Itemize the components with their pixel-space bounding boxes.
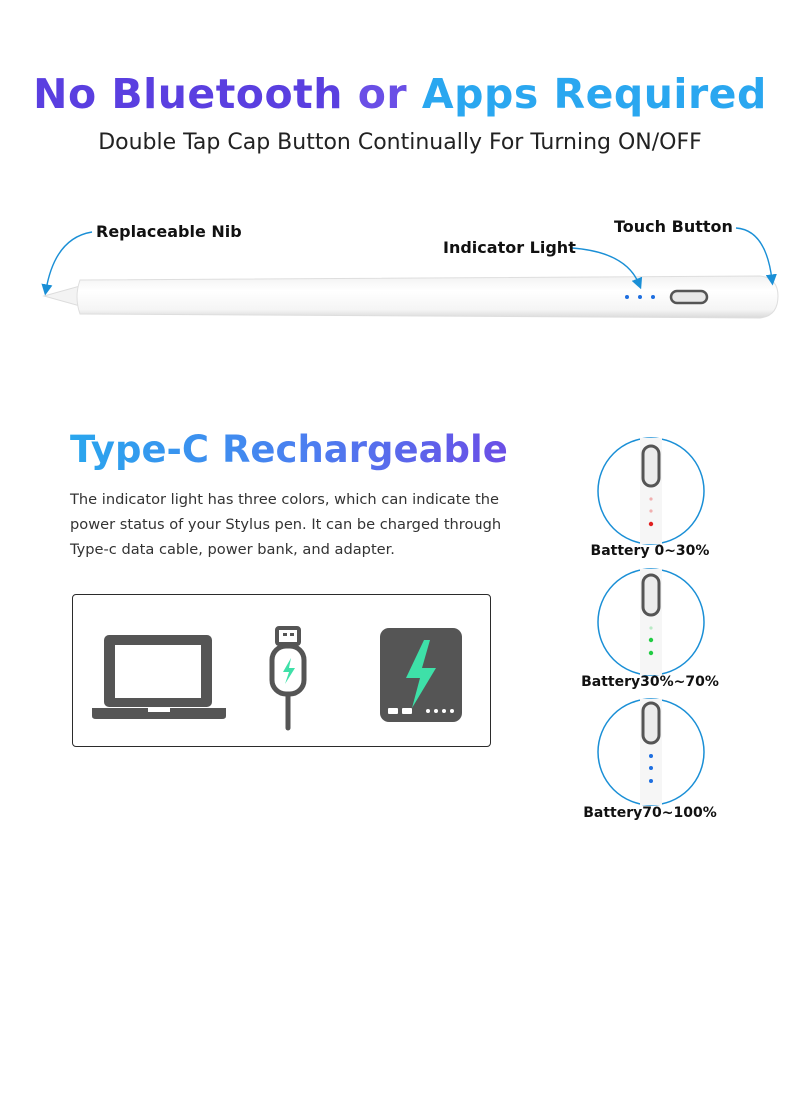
section-title-typec: Type-C Rechargeable: [70, 428, 508, 471]
battery-light-green: [649, 651, 653, 655]
power-bank-icon: [376, 626, 468, 724]
battery-state-high-image: [596, 697, 706, 807]
battery-light-blue: [649, 754, 653, 758]
touch-button: [671, 291, 707, 303]
battery-state-low-image: [596, 436, 706, 546]
battery-label-high: Battery70~100%: [583, 805, 717, 821]
callout-indicator-light: Indicator Light: [443, 238, 576, 257]
battery-state-mid-image: [596, 567, 706, 677]
laptop-icon: [90, 632, 228, 722]
indicator-dot: [651, 295, 655, 299]
battery-light-green: [649, 638, 653, 642]
subheadline: Double Tap Cap Button Continually For Turning ON/OFF: [98, 130, 702, 155]
arrow-touch: [736, 228, 772, 280]
headline-part-1: No Bluetooth: [33, 70, 343, 118]
headline-part-2: or: [357, 70, 408, 118]
indicator-dot: [638, 295, 642, 299]
battery-label-low: Battery 0~30%: [590, 543, 710, 559]
stylus-pen-illustration: [0, 0, 800, 340]
pen-nib: [44, 286, 80, 306]
usb-cable-icon: [262, 624, 318, 732]
indicator-dot: [625, 295, 629, 299]
battery-light-blue: [649, 766, 653, 770]
callout-replaceable-nib: Replaceable Nib: [96, 222, 242, 241]
battery-label-mid: Battery30%~70%: [581, 674, 719, 690]
battery-light-blue: [649, 779, 653, 783]
headline-part-3: Apps Required: [421, 70, 767, 118]
battery-light-red: [649, 522, 653, 526]
section-description: The indicator light has three colors, which can indicate the power status of your Stylus pen. It can be charged through Type-c data cable, power bank, and adapter.: [70, 491, 502, 558]
callout-touch-button: Touch Button: [614, 217, 733, 236]
